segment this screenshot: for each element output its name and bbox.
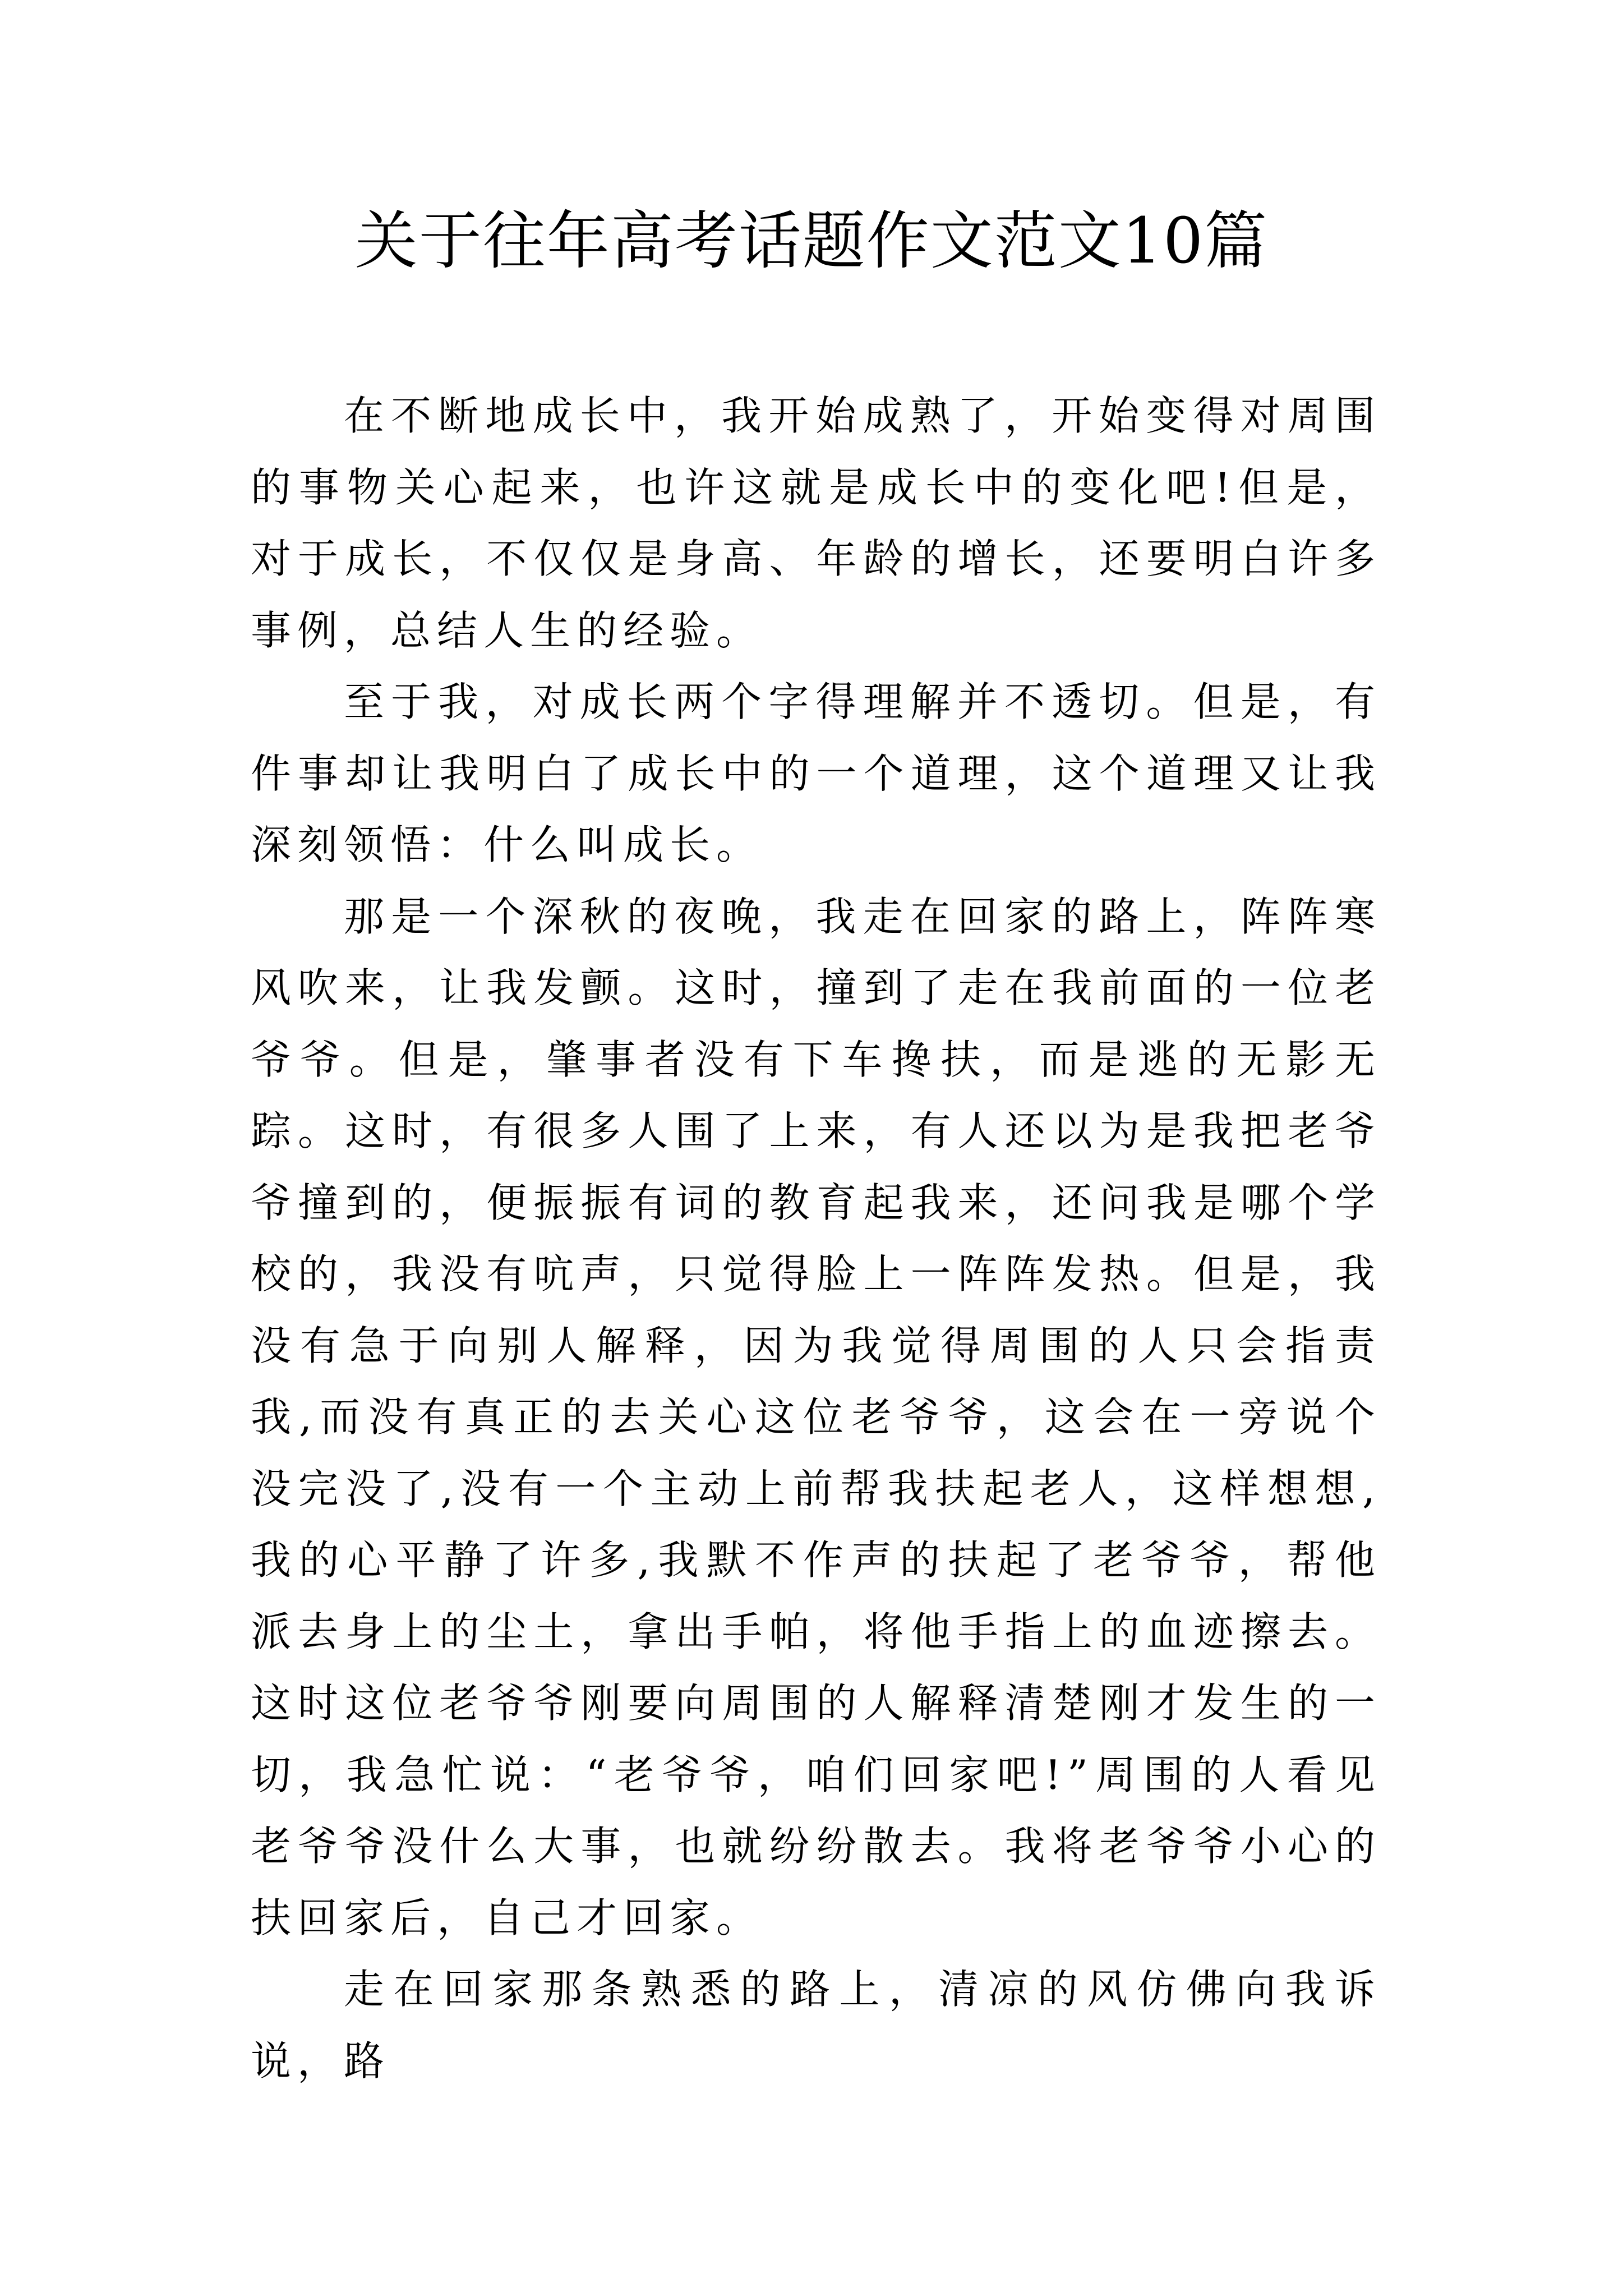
document-title: 关于往年高考话题作文范文10篇 [354,205,1269,278]
paragraph-2: 至于我，对成长两个字得理解并不透切。但是，有件事却让我明白了成长中的一个道理，这个道理又让我深刻领悟：什么叫成长。 [251,678,1381,868]
paragraph-3: 那是一个深秋的夜晚，我走在回家的路上，阵阵寒风吹来，让我发颤。这时，撞到了走在我前面的一位老爷爷。但是，肇事者没有下车搀扶，而是逃的无影无踪。这时，有很多人围了上来，有人还以为是我把老爷爷撞到的，便振振有词的教育起我来，还问我是哪个学校的，我没有吭声，只觉得脸上一阵阵发热。但是，我没有急于向别人解释，因为我觉得周围的人只会指责我,而没有真正的去关心这位老爷爷，这会在一旁说个没完没了,没有一个主动上前帮我扶起老人，这样想想,我的心平静了许多,我默不作声的扶起了老爷爷，帮他派去身上的尘土，拿出手帕，将他手指上的血迹擦去。这时这位老爷爷刚要向周围的人解释清楚刚才发生的一切，我急忙说：“老爷爷，咱们回家吧!”周围的人看见老爷爷没什么大事，也就纷纷散去。我将老爷爷小心的扶回家后，自己才回家。 [251,892,1381,1941]
paragraph-4: 走在回家那条熟悉的路上，清凉的风仿佛向我诉说，路 [251,1966,1381,2085]
paragraph-1: 在不断地成长中，我开始成熟了，开始变得对周围的事物关心起来，也许这就是成长中的变化吧!但是，对于成长，不仅仅是身高、年龄的增长，还要明白许多事例，总结人生的经验。 [251,392,1381,654]
document-body [251,380,1381,2097]
